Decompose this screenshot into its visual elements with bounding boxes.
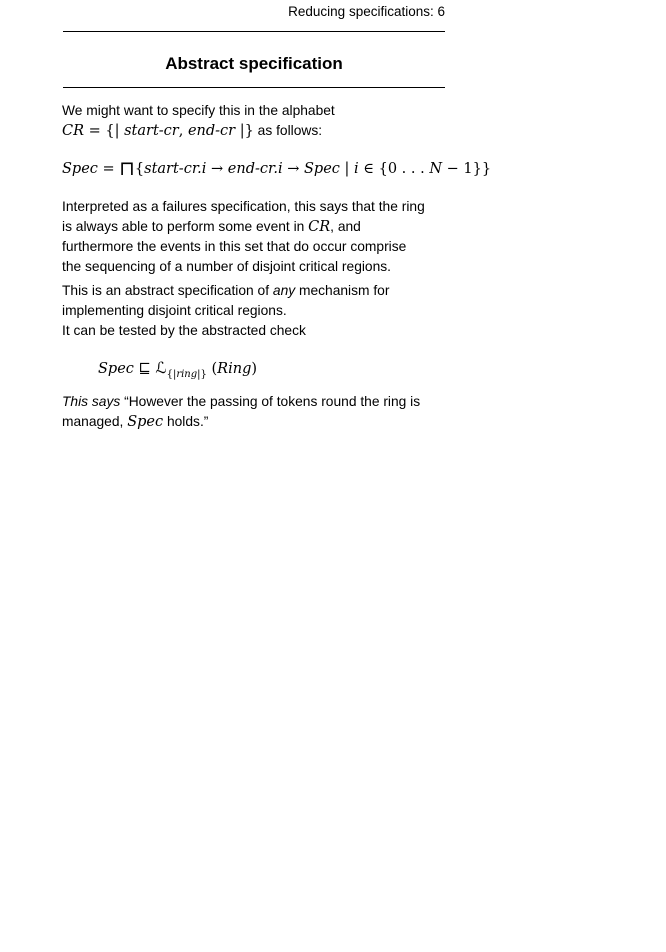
interpret-line4 — [62, 257, 425, 277]
arrow-icon: → — [206, 161, 228, 177]
intro-line1 — [62, 101, 335, 121]
lazy-abstraction-symbol: ℒ — [155, 359, 167, 377]
math-start-cr-i: start-cr.i — [144, 161, 207, 177]
abstract-line1a: This is an abstract specification of — [62, 283, 273, 298]
intro-line2-tail: as follows: — [253, 123, 323, 138]
quote-line1 — [62, 392, 420, 412]
sqcap-operator: ⊓ — [119, 156, 135, 180]
title-rule — [63, 87, 445, 88]
math-i: i — [354, 161, 359, 177]
top-rule — [63, 31, 445, 32]
intro-line2 — [62, 121, 335, 141]
interpret-line2b: , and — [330, 219, 361, 234]
interpret-line1-text: Interpreted as a failures specification, this says that the ring — [62, 199, 425, 214]
math-end-cr-i: end-cr.i — [227, 161, 283, 177]
math-n: N — [429, 161, 443, 177]
quote-line2 — [62, 412, 420, 432]
abstraction-subscript — [167, 369, 207, 380]
page-title: Abstract specification — [165, 54, 343, 73]
math-spec: Spec — [98, 361, 134, 377]
math-end-cr: end-cr — [187, 123, 236, 139]
math-equals: = — [97, 161, 120, 177]
subscript-ring: ring — [176, 369, 198, 380]
math-cr: CR — [62, 123, 85, 139]
math-equals-open: = {| — [84, 123, 125, 139]
refines-symbol: ⊑ — [133, 361, 156, 377]
abstract-paragraph — [62, 281, 389, 321]
abstract-line2-text: implementing disjoint critical regions. — [62, 303, 287, 318]
intro-line1-text: We might want to specify this in the alphabet — [62, 103, 335, 118]
interpret-line1 — [62, 197, 425, 217]
math-comma: , — [178, 123, 188, 139]
math-close-paren: ) — [251, 361, 258, 377]
emphasis-any: any — [272, 283, 296, 298]
math-spec: Spec — [62, 161, 98, 177]
subscript-open: {| — [166, 369, 177, 380]
arrow-icon: → — [282, 161, 304, 177]
interpret-line2 — [62, 217, 425, 237]
math-start-cr: start-cr — [124, 123, 179, 139]
math-ring: Ring — [217, 361, 252, 377]
interpret-line3-text: furthermore the events in this set that do occur comprise — [62, 239, 407, 254]
math-close-bars: |} — [235, 123, 254, 139]
test-line1-text: It can be tested by the abstracted check — [62, 323, 306, 338]
abstract-line2 — [62, 301, 389, 321]
math-bar: | — [339, 161, 355, 177]
emphasis-this-says: This says — [62, 394, 121, 409]
test-line1 — [62, 321, 306, 341]
quote-paragraph — [62, 392, 420, 432]
element-of-symbol: ∈ — [358, 161, 379, 177]
quote-line2b: holds.” — [163, 414, 209, 429]
subscript-close: |} — [197, 369, 207, 380]
math-set-open: {0 . . . — [378, 161, 430, 177]
interpret-line2a: is always able to perform some event in — [62, 219, 309, 234]
interpret-line4-text: the sequencing of a number of disjoint critical regions. — [62, 259, 392, 274]
math-cr: CR — [308, 219, 331, 235]
intro-paragraph — [62, 101, 335, 141]
test-paragraph — [62, 321, 306, 341]
math-open-brace: { — [134, 161, 145, 177]
math-spec: Spec — [303, 161, 340, 177]
math-set-close: − 1}} — [442, 161, 492, 177]
quote-line1b: “However the passing of tokens round the ring is — [120, 394, 421, 409]
interpret-paragraph — [62, 197, 425, 277]
spec-definition-formula — [62, 156, 491, 181]
abstract-line1b: mechanism for — [295, 283, 390, 298]
abstract-line1 — [62, 281, 389, 301]
page-header: Reducing specifications: 6 — [288, 4, 445, 19]
refinement-check-formula — [98, 356, 257, 387]
quote-line2a: managed, — [62, 414, 128, 429]
math-open-paren: ( — [206, 361, 218, 377]
interpret-line3 — [62, 237, 425, 257]
math-spec: Spec — [127, 414, 164, 430]
